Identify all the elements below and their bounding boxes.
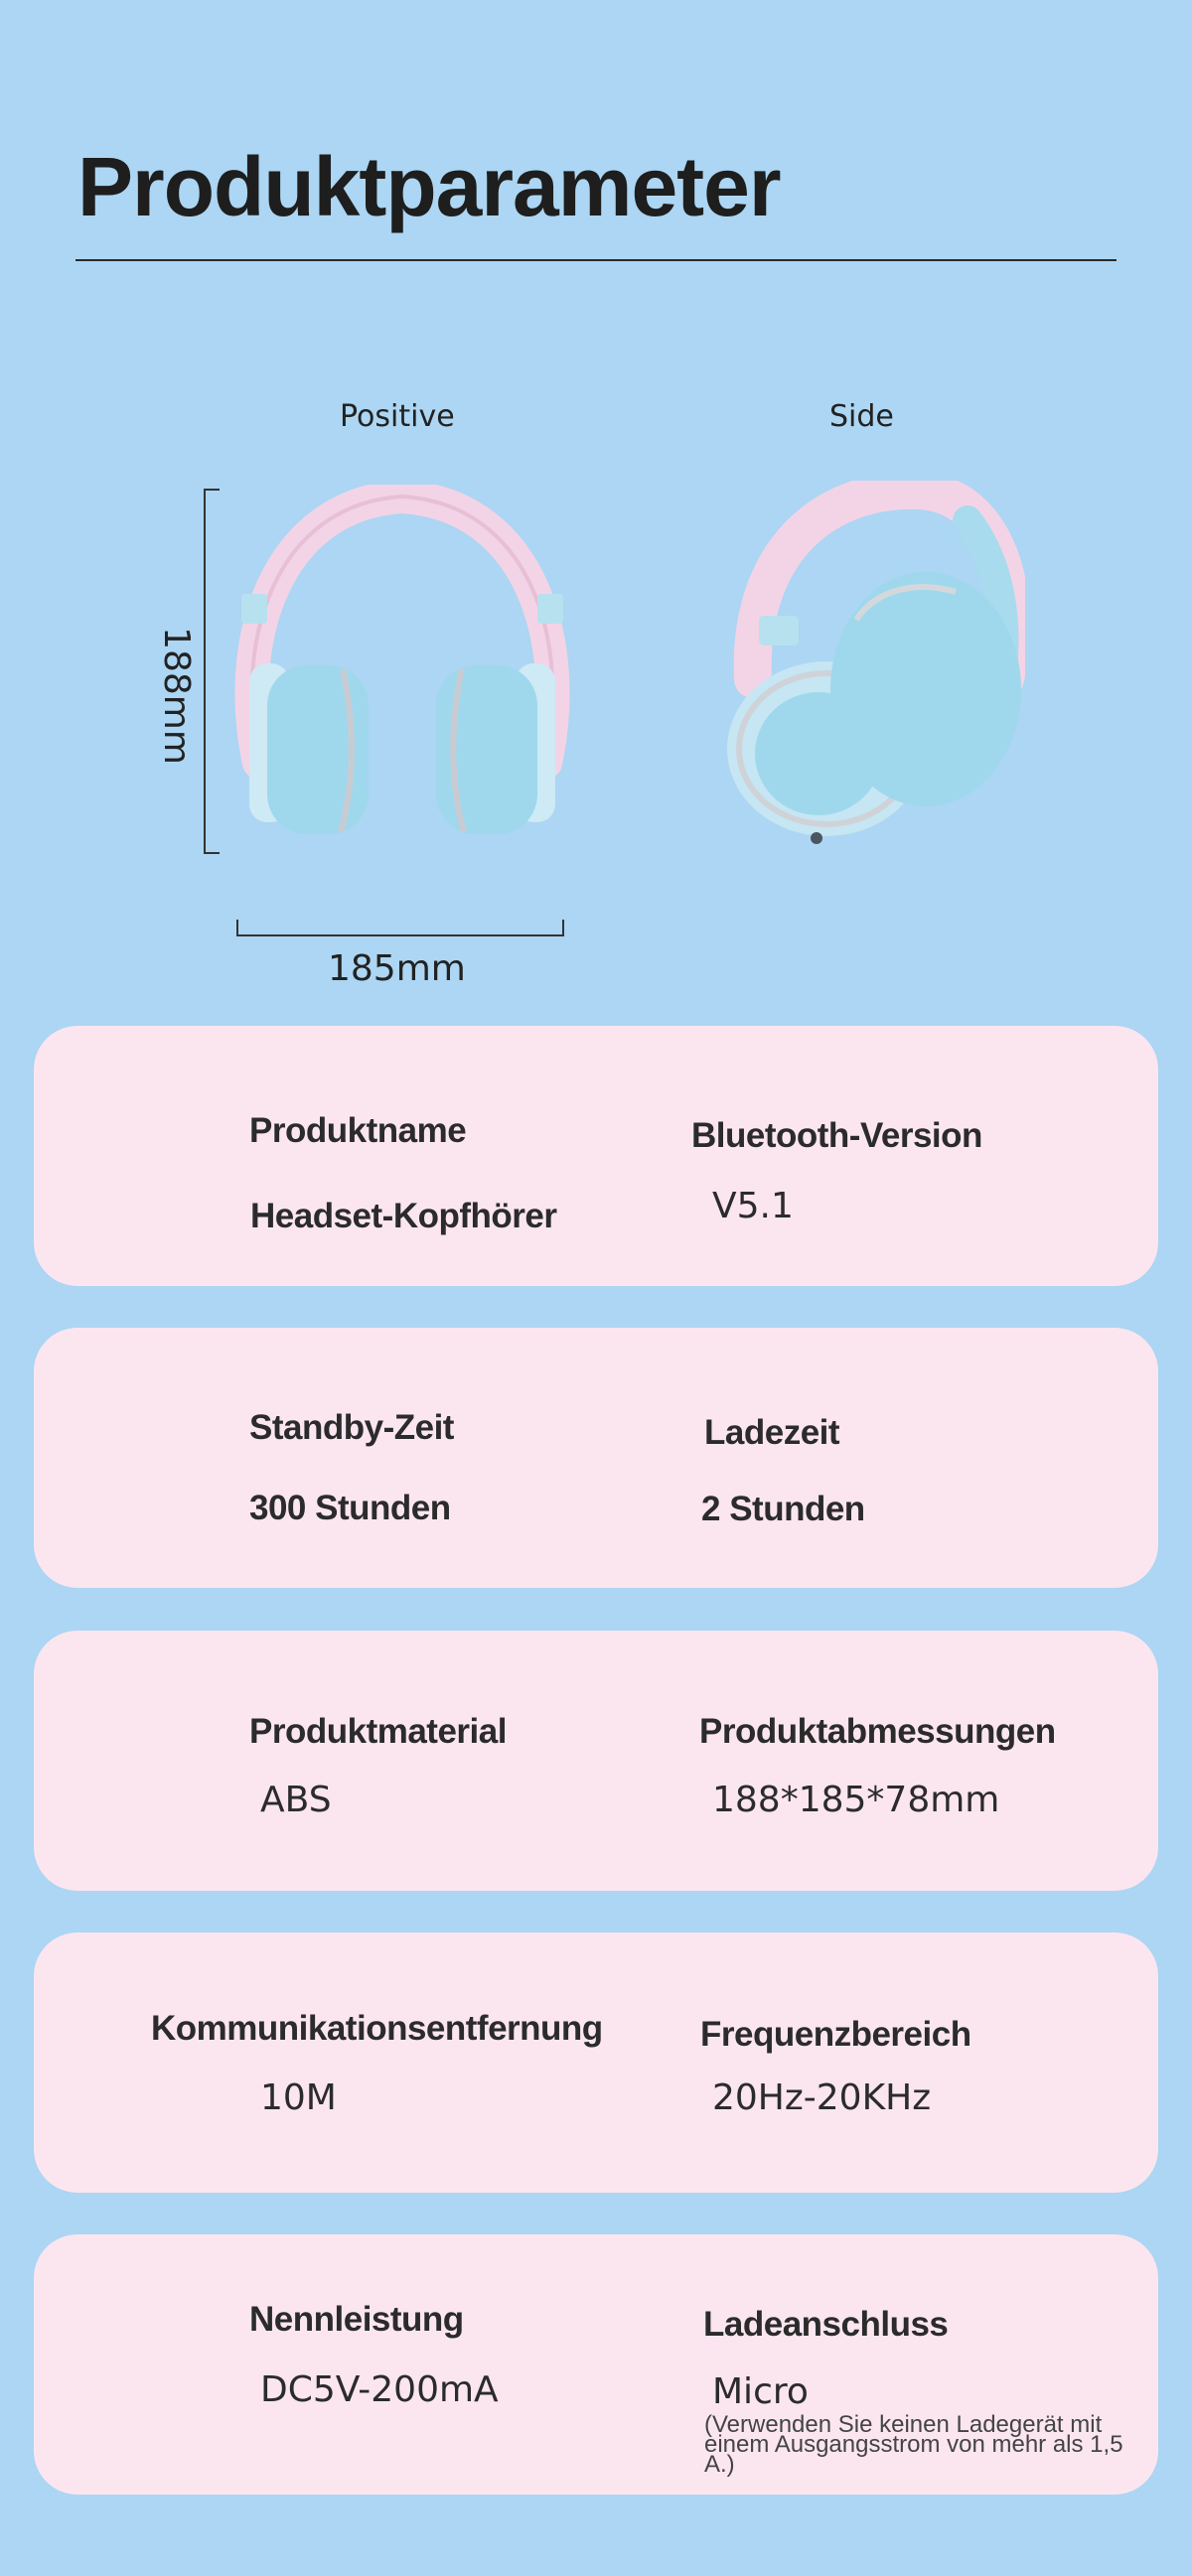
spec-card-3 <box>34 1631 1158 1891</box>
title-divider <box>75 259 1117 261</box>
page-title: Produktparameter <box>77 140 781 233</box>
spec-label-frequency-range: Frequenzbereich <box>700 2015 971 2054</box>
headphone-front-image <box>224 485 581 854</box>
width-dimension-label: 185mm <box>328 948 466 989</box>
width-dimension-tick-left <box>236 920 238 936</box>
width-dimension-tick-right <box>562 920 564 936</box>
spec-value-bluetooth-version: V5.1 <box>712 1186 794 1226</box>
spec-label-standby-time: Standby-Zeit <box>249 1408 454 1447</box>
spec-card-1 <box>34 1026 1158 1286</box>
spec-value-charging-port: Micro <box>712 2371 809 2412</box>
height-dimension-tick-bottom <box>204 852 220 854</box>
spec-label-product-name: Produktname <box>249 1111 467 1150</box>
spec-value-charging-time: 2 Stunden <box>701 1490 865 1528</box>
spec-value-frequency-range: 20Hz-20KHz <box>712 2077 932 2118</box>
spec-value-communication-range: 10M <box>260 2077 337 2118</box>
width-dimension-line <box>236 934 564 936</box>
side-view-label: Side <box>829 399 894 434</box>
spec-value-product-name: Headset-Kopfhörer <box>250 1197 557 1235</box>
spec-value-dimensions: 188*185*78mm <box>712 1780 1000 1820</box>
headphone-side-image <box>707 481 1025 854</box>
spec-label-material: Produktmaterial <box>249 1712 507 1751</box>
spec-label-dimensions: Produktabmessungen <box>699 1712 1056 1751</box>
charging-port-note: (Verwenden Sie keinen Ladegerät mit einem Ausgangsstrom von mehr als 1,5 A.) <box>704 2411 1123 2478</box>
spec-value-rated-power: DC5V-200mA <box>260 2369 499 2410</box>
spec-value-standby-time: 300 Stunden <box>249 1489 451 1527</box>
spec-label-charging-time: Ladezeit <box>704 1413 840 1452</box>
spec-card-2 <box>34 1328 1158 1588</box>
height-dimension-label: 188mm <box>155 627 197 765</box>
height-dimension-line <box>204 489 206 854</box>
spec-label-rated-power: Nennleistung <box>249 2300 464 2339</box>
spec-value-material: ABS <box>260 1780 332 1820</box>
spec-label-bluetooth-version: Bluetooth-Version <box>691 1116 982 1155</box>
front-view-label: Positive <box>340 399 455 434</box>
spec-label-communication-range: Kommunikationsentfernung <box>151 2009 603 2048</box>
spec-card-4 <box>34 1932 1158 2193</box>
height-dimension-tick-top <box>204 489 220 491</box>
spec-label-charging-port: Ladeanschluss <box>703 2305 949 2344</box>
